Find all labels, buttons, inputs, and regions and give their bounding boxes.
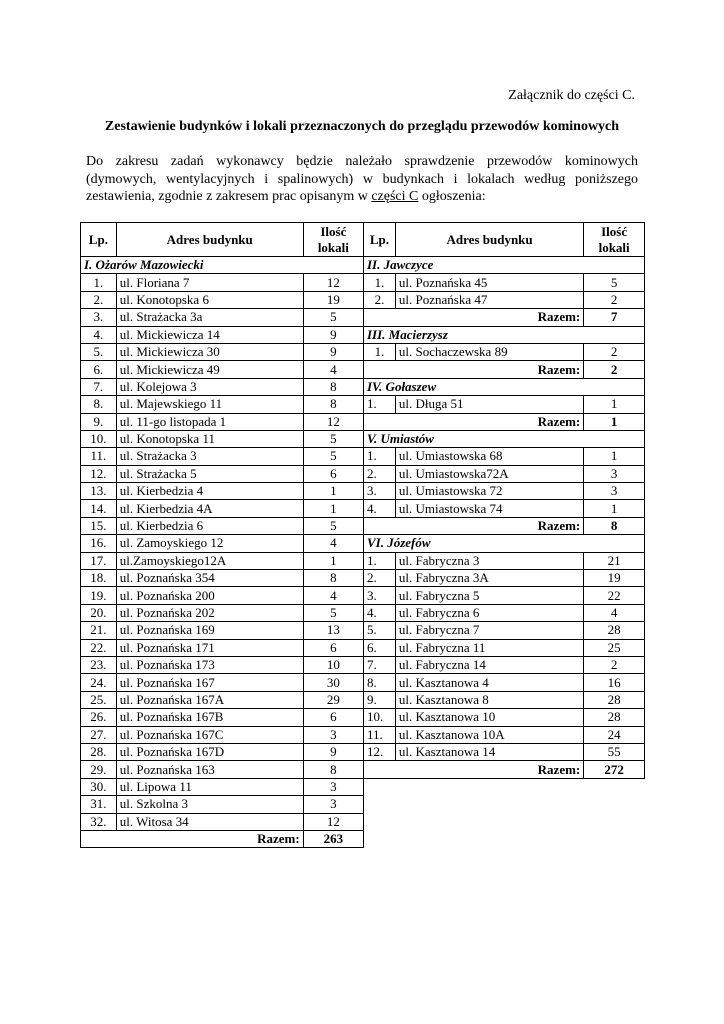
row-address: ul. Poznańska 200 [116, 587, 303, 604]
row-lp: 2. [364, 570, 396, 587]
total-row [364, 761, 645, 778]
group-row [364, 535, 645, 552]
row-address: ul. Fabryczna 5 [395, 587, 583, 604]
row-lp: 18. [81, 570, 117, 587]
row-address: ul. Poznańska 202 [116, 604, 303, 621]
header-address: Adres budynku [116, 223, 303, 257]
row-address: ul. Poznańska 167C [116, 726, 303, 743]
row-lp: 12. [81, 465, 117, 482]
row-count: 5 [303, 517, 363, 534]
row-address: ul. Kasztanowa 4 [395, 674, 583, 691]
row-address: ul. Długa 51 [395, 396, 583, 413]
row-count: 5 [303, 604, 363, 621]
table-row [81, 448, 364, 465]
intro-paragraph [86, 153, 638, 206]
table-row [81, 552, 364, 569]
table-row [81, 343, 364, 360]
table-row [364, 396, 645, 413]
table-row [364, 674, 645, 691]
row-count: 2 [584, 656, 645, 673]
row-count: 21 [584, 552, 645, 569]
table-row [81, 361, 364, 378]
row-count: 3 [303, 778, 363, 795]
group-name: V. Umiastów [364, 430, 645, 447]
row-lp: 1. [364, 396, 396, 413]
row-count: 16 [584, 674, 645, 691]
table-row [364, 587, 645, 604]
row-address: ul. Poznańska 167B [116, 709, 303, 726]
row-count: 28 [584, 622, 645, 639]
table-row [81, 743, 364, 760]
total-value: 2 [584, 361, 645, 378]
row-lp: 1. [364, 552, 396, 569]
row-address: ul. Mickiewicza 49 [116, 361, 303, 378]
row-lp: 2. [81, 291, 117, 308]
table-row [364, 343, 645, 360]
table-row [364, 639, 645, 656]
header-count: Ilość lokali [303, 223, 363, 257]
row-count: 19 [303, 291, 363, 308]
row-count: 9 [303, 743, 363, 760]
table-row [364, 622, 645, 639]
row-lp: 11. [81, 448, 117, 465]
row-count: 4 [303, 361, 363, 378]
row-lp: 5. [81, 343, 117, 360]
total-row [364, 361, 645, 378]
row-address: ul.Zamoyskiego12A [116, 552, 303, 569]
row-address: ul. Umiastowska72A [395, 465, 583, 482]
row-count: 28 [584, 691, 645, 708]
row-count: 19 [584, 570, 645, 587]
row-count: 28 [584, 709, 645, 726]
row-count: 5 [303, 309, 363, 326]
row-lp: 29. [81, 761, 117, 778]
row-count: 12 [303, 274, 363, 291]
row-address: ul. Strażacka 3a [116, 309, 303, 326]
total-row [364, 517, 645, 534]
row-address: ul. Umiastowska 72 [395, 483, 583, 500]
row-address: ul. Fabryczna 11 [395, 639, 583, 656]
row-address: ul. Poznańska 167D [116, 743, 303, 760]
header-lp: Lp. [81, 223, 117, 257]
table-row [81, 570, 364, 587]
row-lp: 1. [364, 274, 396, 291]
intro-text: Do zakresu zadań wykonawcy będzie należało sprawdzenie przewodów kominowych (dymowych, wentylacyjnych i spalinowych) w budynkach i lokalach według poniższego zestawienia, zgodnie z zakresem prac opisanym w [86, 154, 638, 204]
table-header-row [364, 223, 645, 257]
table-row [364, 709, 645, 726]
row-count: 1 [303, 483, 363, 500]
row-count: 30 [303, 674, 363, 691]
row-address: ul. Poznańska 173 [116, 656, 303, 673]
row-address: ul. Kasztanowa 8 [395, 691, 583, 708]
table-row [81, 309, 364, 326]
row-lp: 3. [81, 309, 117, 326]
row-lp: 9. [364, 691, 396, 708]
row-count: 1 [584, 448, 645, 465]
table-header-row [81, 223, 364, 257]
annex-label: Załącznik do części C. [508, 88, 635, 103]
row-count: 5 [303, 430, 363, 447]
row-lp: 11. [364, 726, 396, 743]
total-label: Razem: [364, 413, 584, 430]
table-row [364, 291, 645, 308]
row-count: 4 [303, 587, 363, 604]
row-address: ul. Kierbedzia 4 [116, 483, 303, 500]
table-row [81, 274, 364, 291]
total-value: 263 [303, 830, 363, 847]
table-row [364, 552, 645, 569]
row-count: 55 [584, 743, 645, 760]
header-address: Adres budynku [395, 223, 583, 257]
header-lp: Lp. [364, 223, 396, 257]
row-address: ul. Kierbedzia 4A [116, 500, 303, 517]
table-row [81, 691, 364, 708]
row-address: ul. Poznańska 45 [395, 274, 583, 291]
group-name: III. Macierzysz [364, 326, 645, 343]
table-row [81, 587, 364, 604]
row-lp: 3. [364, 483, 396, 500]
row-count: 6 [303, 709, 363, 726]
row-address: ul. Umiastowska 68 [395, 448, 583, 465]
row-lp: 30. [81, 778, 117, 795]
table-row [364, 448, 645, 465]
table-row [364, 500, 645, 517]
total-label: Razem: [364, 761, 584, 778]
table-row [364, 570, 645, 587]
row-address: ul. Konotopska 11 [116, 430, 303, 447]
row-lp: 14. [81, 500, 117, 517]
total-value: 272 [584, 761, 645, 778]
row-count: 29 [303, 691, 363, 708]
row-count: 5 [303, 448, 363, 465]
row-address: ul. Poznańska 171 [116, 639, 303, 656]
row-lp: 5. [364, 622, 396, 639]
table-row [364, 274, 645, 291]
total-label: Razem: [364, 517, 584, 534]
group-row [81, 257, 364, 274]
table-row [81, 796, 364, 813]
row-count: 1 [303, 552, 363, 569]
intro-text-end: ogłoszenia: [418, 189, 486, 204]
table-row [81, 813, 364, 830]
table-row [81, 291, 364, 308]
table-row [81, 674, 364, 691]
row-lp: 25. [81, 691, 117, 708]
row-count: 9 [303, 343, 363, 360]
total-label: Razem: [81, 830, 304, 847]
row-count: 3 [584, 483, 645, 500]
row-count: 10 [303, 656, 363, 673]
row-address: ul. 11-go listopada 1 [116, 413, 303, 430]
total-label: Razem: [364, 361, 584, 378]
table-row [81, 778, 364, 795]
row-address: ul. Fabryczna 3A [395, 570, 583, 587]
table-row [81, 500, 364, 517]
row-lp: 1. [364, 343, 396, 360]
table-row [81, 535, 364, 552]
right-buildings-table [363, 222, 645, 779]
row-lp: 24. [81, 674, 117, 691]
total-label: Razem: [364, 309, 584, 326]
total-value: 8 [584, 517, 645, 534]
row-count: 9 [303, 326, 363, 343]
table-row [81, 413, 364, 430]
group-row [364, 430, 645, 447]
table-row [81, 639, 364, 656]
row-lp: 6. [81, 361, 117, 378]
row-address: ul. Umiastowska 74 [395, 500, 583, 517]
group-name: VI. Józefów [364, 535, 645, 552]
group-row [364, 257, 645, 274]
table-row [81, 378, 364, 395]
row-lp: 10. [364, 709, 396, 726]
row-lp: 7. [81, 378, 117, 395]
row-count: 6 [303, 465, 363, 482]
group-row [364, 378, 645, 395]
row-lp: 20. [81, 604, 117, 621]
table-row [364, 743, 645, 760]
row-lp: 17. [81, 552, 117, 569]
row-lp: 23. [81, 656, 117, 673]
row-lp: 4. [364, 500, 396, 517]
row-count: 8 [303, 761, 363, 778]
total-row [81, 830, 364, 847]
row-address: ul. Fabryczna 14 [395, 656, 583, 673]
row-address: ul. Poznańska 167 [116, 674, 303, 691]
row-address: ul. Kierbedzia 6 [116, 517, 303, 534]
row-count: 8 [303, 396, 363, 413]
row-address: ul. Zamoyskiego 12 [116, 535, 303, 552]
row-address: ul. Strażacka 5 [116, 465, 303, 482]
table-row [81, 656, 364, 673]
total-value: 7 [584, 309, 645, 326]
table-row [81, 483, 364, 500]
group-row [364, 326, 645, 343]
group-name: II. Jawczyce [364, 257, 645, 274]
group-name: I. Ożarów Mazowiecki [81, 257, 364, 274]
row-address: ul. Poznańska 167A [116, 691, 303, 708]
table-row [364, 656, 645, 673]
row-lp: 10. [81, 430, 117, 447]
row-address: ul. Majewskiego 11 [116, 396, 303, 413]
table-row [81, 517, 364, 534]
row-lp: 6. [364, 639, 396, 656]
row-address: ul. Szkolna 3 [116, 796, 303, 813]
row-lp: 19. [81, 587, 117, 604]
row-lp: 2. [364, 465, 396, 482]
row-address: ul. Kolejowa 3 [116, 378, 303, 395]
row-address: ul. Poznańska 169 [116, 622, 303, 639]
row-count: 8 [303, 570, 363, 587]
row-lp: 21. [81, 622, 117, 639]
table-row [364, 483, 645, 500]
row-count: 12 [303, 813, 363, 830]
row-address: ul. Fabryczna 3 [395, 552, 583, 569]
row-count: 1 [584, 500, 645, 517]
table-row [81, 709, 364, 726]
table-row [364, 691, 645, 708]
row-lp: 1. [81, 274, 117, 291]
row-address: ul. Konotopska 6 [116, 291, 303, 308]
row-address: ul. Kasztanowa 10A [395, 726, 583, 743]
row-lp: 4. [364, 604, 396, 621]
row-address: ul. Mickiewicza 14 [116, 326, 303, 343]
row-lp: 31. [81, 796, 117, 813]
row-count: 3 [303, 796, 363, 813]
row-count: 22 [584, 587, 645, 604]
table-row [81, 430, 364, 447]
row-lp: 2. [364, 291, 396, 308]
table-row [81, 726, 364, 743]
row-address: ul. Poznańska 47 [395, 291, 583, 308]
row-address: ul. Floriana 7 [116, 274, 303, 291]
left-buildings-table [80, 222, 364, 848]
table-row [81, 465, 364, 482]
row-count: 25 [584, 639, 645, 656]
row-address: ul. Fabryczna 7 [395, 622, 583, 639]
table-row [81, 326, 364, 343]
document-heading: Zestawienie budynków i lokali przeznaczonych do przeglądu przewodów kominowych [104, 119, 620, 134]
table-row [364, 465, 645, 482]
total-value: 1 [584, 413, 645, 430]
row-lp: 1. [364, 448, 396, 465]
row-count: 3 [303, 726, 363, 743]
row-lp: 13. [81, 483, 117, 500]
row-address: ul. Lipowa 11 [116, 778, 303, 795]
table-row [364, 726, 645, 743]
row-count: 1 [303, 500, 363, 517]
row-lp: 12. [364, 743, 396, 760]
table-row [81, 396, 364, 413]
row-lp: 9. [81, 413, 117, 430]
row-lp: 16. [81, 535, 117, 552]
row-count: 6 [303, 639, 363, 656]
group-name: IV. Gołaszew [364, 378, 645, 395]
row-address: ul. Poznańska 354 [116, 570, 303, 587]
table-row [81, 761, 364, 778]
row-lp: 32. [81, 813, 117, 830]
table-row [81, 622, 364, 639]
row-count: 8 [303, 378, 363, 395]
row-count: 12 [303, 413, 363, 430]
row-address: ul. Mickiewicza 30 [116, 343, 303, 360]
row-lp: 7. [364, 656, 396, 673]
row-address: ul. Kasztanowa 10 [395, 709, 583, 726]
row-count: 24 [584, 726, 645, 743]
table-row [364, 604, 645, 621]
row-address: ul. Poznańska 163 [116, 761, 303, 778]
row-address: ul. Witosa 34 [116, 813, 303, 830]
row-address: ul. Strażacka 3 [116, 448, 303, 465]
row-address: ul. Fabryczna 6 [395, 604, 583, 621]
row-lp: 3. [364, 587, 396, 604]
row-address: ul. Kasztanowa 14 [395, 743, 583, 760]
row-lp: 8. [364, 674, 396, 691]
row-count: 1 [584, 396, 645, 413]
intro-link[interactable]: części C [371, 189, 419, 204]
row-count: 2 [584, 343, 645, 360]
row-count: 13 [303, 622, 363, 639]
row-lp: 15. [81, 517, 117, 534]
row-count: 4 [303, 535, 363, 552]
row-lp: 26. [81, 709, 117, 726]
row-lp: 22. [81, 639, 117, 656]
row-lp: 27. [81, 726, 117, 743]
row-lp: 28. [81, 743, 117, 760]
total-row [364, 413, 645, 430]
row-count: 3 [584, 465, 645, 482]
row-count: 4 [584, 604, 645, 621]
row-address: ul. Sochaczewska 89 [395, 343, 583, 360]
header-count: Ilość lokali [584, 223, 645, 257]
row-count: 2 [584, 291, 645, 308]
row-lp: 8. [81, 396, 117, 413]
row-lp: 4. [81, 326, 117, 343]
total-row [364, 309, 645, 326]
table-row [81, 604, 364, 621]
row-count: 5 [584, 274, 645, 291]
